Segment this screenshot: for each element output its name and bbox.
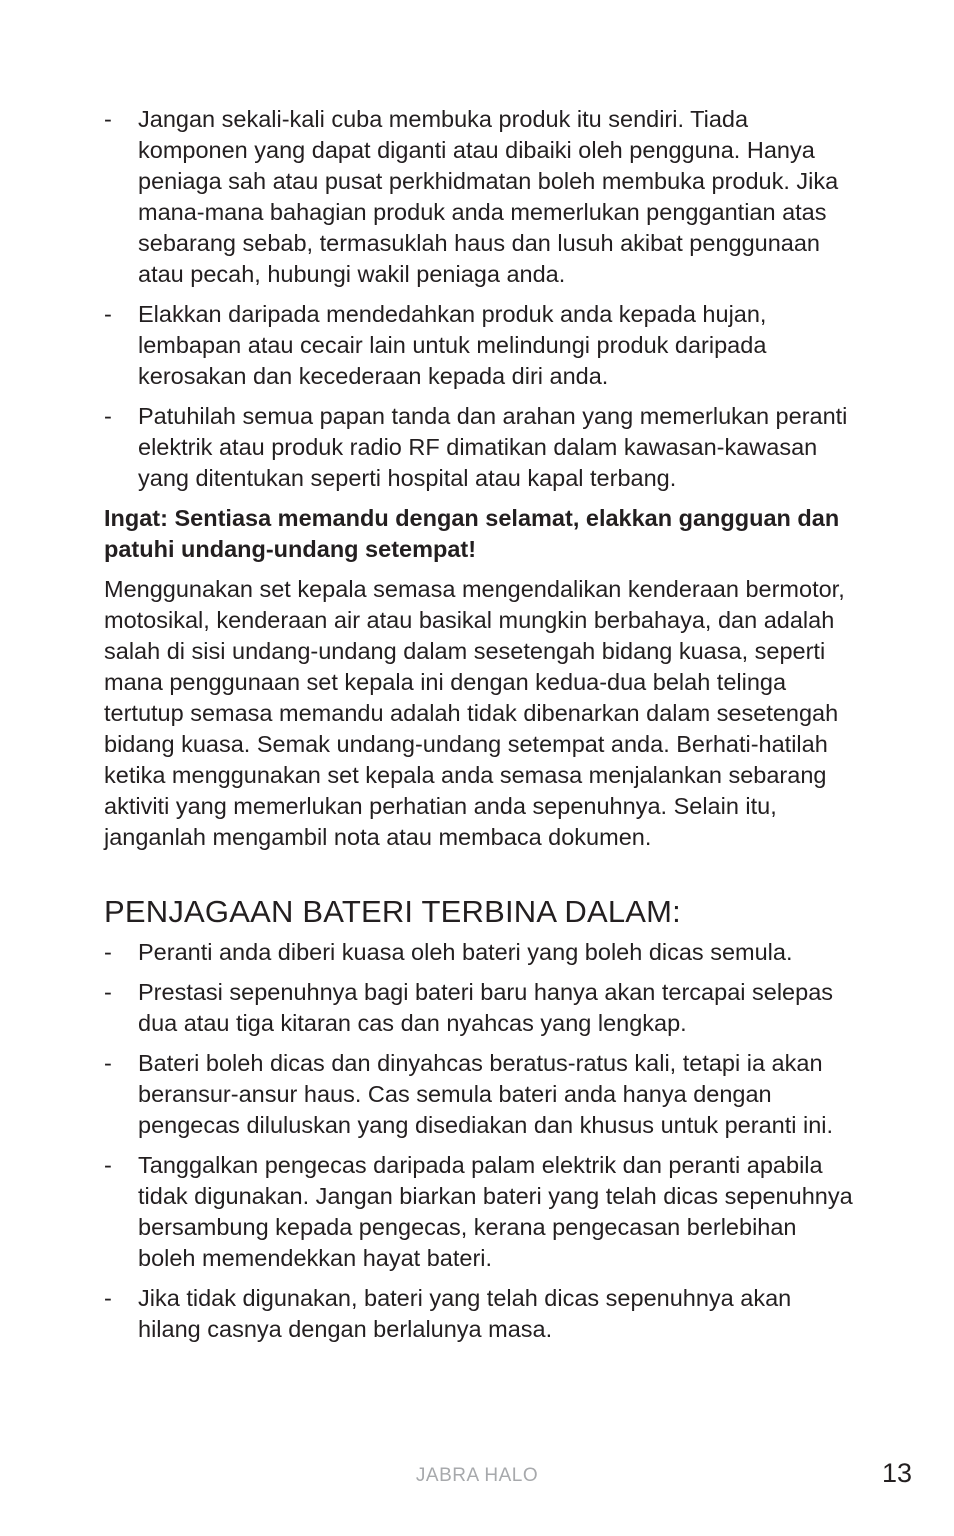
bullet-dash: - xyxy=(104,979,112,1005)
bullet-dash: - xyxy=(104,301,112,327)
battery-list xyxy=(104,937,854,1345)
driving-warning-note: Ingat: Sentiasa memandu dengan selamat, elakkan gangguan dan patuhi undang-undang setempat! xyxy=(104,505,840,562)
driving-paragraph: Menggunakan set kepala semasa mengendalikan kenderaan bermotor, motosikal, kenderaan air atau basikal mungkin berbahaya, dan adalah salah di sisi undang-undang dalam sesetengah bidang kuasa, seperti mana penggunaan set kepala ini dengan kedua-dua belah telinga tertutup semasa memandu adalah tidak dibenarkan dalam sesetengah bidang kuasa. Semak undang-undang setempat anda. Berhati-hatilah ketika menggunakan set kepala anda semasa menjalankan sebarang aktiviti yang memerlukan perhatian anda sepenuhnya. Selain itu, janganlah mengambil nota atau membaca dokumen. xyxy=(104,576,845,850)
list-item xyxy=(104,1048,854,1141)
bullet-dash: - xyxy=(104,1050,112,1076)
list-item-text: Elakkan daripada mendedahkan produk anda kepada hujan, lembapan atau cecair lain untuk melindungi produk daripada kerosakan dan kecederaan kepada diri anda. xyxy=(138,301,767,389)
list-item-text: Jika tidak digunakan, bateri yang telah dicas sepenuhnya akan hilang casnya dengan berlalunya masa. xyxy=(138,1285,792,1342)
bullet-dash: - xyxy=(104,1152,112,1178)
battery-section-heading: PENJAGAAN BATERI TERBINA DALAM: xyxy=(104,894,681,929)
list-item xyxy=(104,937,854,968)
page-content xyxy=(104,104,854,1354)
list-item xyxy=(104,299,854,392)
bullet-dash: - xyxy=(104,1285,112,1311)
safety-list xyxy=(104,104,854,494)
list-item-text: Prestasi sepenuhnya bagi bateri baru hanya akan tercapai selepas dua atau tiga kitaran cas dan nyahcas yang lengkap. xyxy=(138,979,834,1036)
list-item-text: Patuhilah semua papan tanda dan arahan yang memerlukan peranti elektrik atau produk radio RF dimatikan dalam kawasan-kawasan yang ditentukan seperti hospital atau kapal terbang. xyxy=(138,403,848,491)
list-item-text: Peranti anda diberi kuasa oleh bateri yang boleh dicas semula. xyxy=(138,939,793,965)
list-item xyxy=(104,401,854,494)
list-item xyxy=(104,1150,854,1274)
list-item-text: Tanggalkan pengecas daripada palam elektrik dan peranti apabila tidak digunakan. Jangan biarkan bateri yang telah dicas sepenuhnya bersambung kepada pengecas, kerana pengecasan berlebihan boleh memendekkan hayat bateri. xyxy=(138,1152,853,1271)
bullet-dash: - xyxy=(104,106,112,132)
list-item-text: Jangan sekali-kali cuba membuka produk itu sendiri. Tiada komponen yang dapat diganti atau dibaiki oleh pengguna. Hanya peniaga sah atau pusat perkhidmatan boleh membuka produk. Jika mana-mana bahagian produk anda memerlukan penggantian atas sebarang sebab, termasuklah haus dan lusuh akibat penggunaan atau pecah, hubungi wakil peniaga anda. xyxy=(138,106,839,287)
list-item-text: Bateri boleh dicas dan dinyahcas beratus-ratus kali, tetapi ia akan beransur-ansur haus. Cas semula bateri anda hanya dengan pengecas diluluskan yang disediakan dan khusus untuk peranti ini. xyxy=(138,1050,834,1138)
list-item xyxy=(104,977,854,1039)
bullet-dash: - xyxy=(104,403,112,429)
bullet-dash: - xyxy=(104,939,112,965)
list-item xyxy=(104,1283,854,1345)
footer-product-name: JABRA HALO xyxy=(415,1465,539,1486)
page-number: 13 xyxy=(881,1458,912,1488)
list-item xyxy=(104,104,854,290)
